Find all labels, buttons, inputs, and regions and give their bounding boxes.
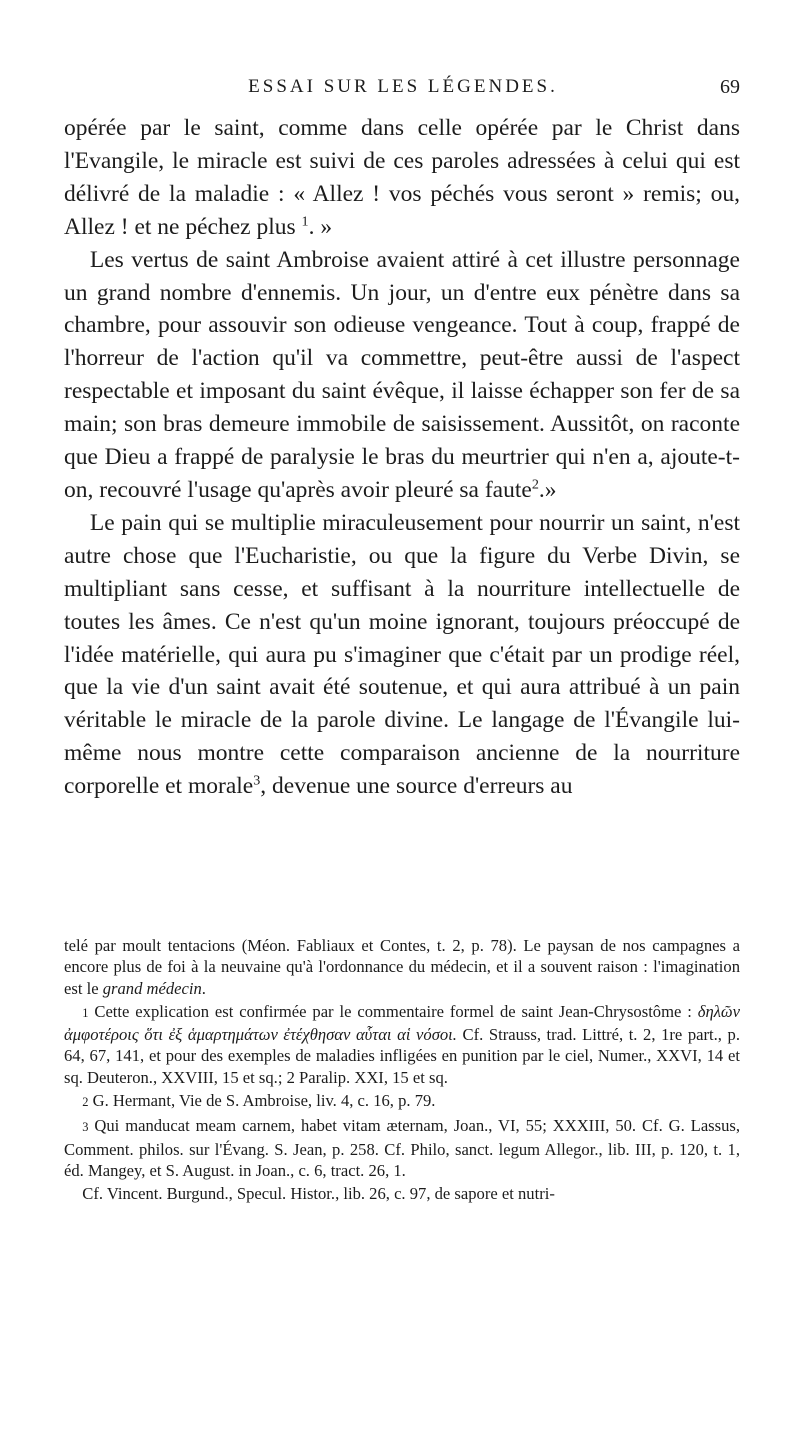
footnote-1-greek: δηλῶν ἀμφοτέροις ὅτι ἐξ ἁμαρτημάτων ἐτέχθησαν αὗται αἱ νόσοι. <box>64 1001 740 1045</box>
paragraph-1 <box>64 112 740 244</box>
footnote-3 <box>64 1115 740 1181</box>
paragraph-2 <box>64 244 740 507</box>
paragraph-1-text: opérée par le saint, comme dans celle opérée par le Christ dans l'Evangile, le miracle est suivi de ces paroles adressées à celui qui est délivré de la maladie : « Allez ! vos péchés vous seront » remis; ou, Allez ! et ne péchez plus <box>64 115 740 240</box>
main-text <box>64 112 740 803</box>
footnote-1-text-end: Cf. Strauss, trad. Littré, t. 2, 1re part., p. 64, 67, 141, et pour des exemples de maladies infligées en punition par le ciel, Numer., XXVI, 14 et sq. Deuteron., XXVIII, 15 et sq.; 2 Paralip. XXI, 15 et sq. <box>64 1025 740 1087</box>
footnote-1 <box>64 1001 740 1088</box>
footnote-continuation-emphasis: grand médecin <box>102 978 202 998</box>
footnote-3-text: Qui manducat meam carnem, habet vitam æternam, Joan., VI, 55; XXXIII, 50. Cf. G. Lassus, Comment. philos. sur l'Évang. S. Jean, p. 258. Cf. Philo, sanct. legum Allegor., lib. III, p. 120, t. 1, éd. Mangey, et S. August. in Joan., c. 6, tract. 26, 1. <box>64 1116 740 1180</box>
footnote-ref-1: 1 <box>301 213 309 230</box>
footnote-1-mark: 1 <box>82 1005 89 1020</box>
paragraph-3-text: Le pain qui se multiplie miraculeusement pour nourrir un saint, n'est autre chose que l'Eucharistie, ou que la figure du Verbe Divin, se multipliant sans cesse, et suffisant à la nourriture intellectuelle de toutes les âmes. Ce n'est qu'un moine ignorant, toujours préoccupé de l'idée matérielle, qui aura pu s'imaginer que c'était par un prodige réel, que la vie d'un saint avait été soutenue, et qui aura attribué à un pain véritable le miracle de la parole divine. Le langage de l'Évangile lui-même nous montre cette comparaison ancienne de la nourriture corporelle et morale <box>64 509 740 800</box>
footnote-2-text: G. Hermant, Vie de S. Ambroise, liv. 4, c. 16, p. 79. <box>92 1091 436 1111</box>
footnote-continuation-end: . <box>201 978 206 998</box>
footnote-ref-3: 3 <box>253 772 261 789</box>
page-header <box>66 76 740 106</box>
footnotes <box>64 935 740 1207</box>
footnote-3-mark: 3 <box>82 1120 89 1135</box>
footnote-2-mark: 2 <box>82 1095 89 1110</box>
paragraph-3 <box>64 507 740 803</box>
footnote-2 <box>64 1090 740 1113</box>
running-title: ESSAI SUR LES LÉGENDES. <box>248 76 558 97</box>
footnote-1-text: Cette explication est confirmée par le commentaire formel de saint Jean-Chrysostôme : <box>94 1001 698 1021</box>
paragraph-3-end: , devenue une source d'erreurs au <box>260 773 573 800</box>
paragraph-2-end: .» <box>538 476 557 503</box>
footnote-continuation <box>64 935 740 999</box>
footnote-3-continued <box>64 1183 740 1204</box>
footnote-3-text-continued: Cf. Vincent. Burgund., Specul. Histor., lib. 26, c. 97, de sapore et nutri- <box>82 1184 555 1204</box>
paragraph-1-end: . » <box>308 213 333 240</box>
page-number: 69 <box>720 76 740 98</box>
footnote-ref-2: 2 <box>531 476 539 493</box>
paragraph-2-text: Les vertus de saint Ambroise avaient attiré à cet illustre personnage un grand nombre d'ennemis. Un jour, un d'entre eux pénètre dans sa chambre, pour assouvir son odieuse vengeance. Tout à coup, frappé de l'horreur de l'action qu'il va commettre, peut-être aussi de l'aspect respectable et imposant du saint évêque, il laisse échapper son fer de sa main; son bras demeure immobile de saisissement. Aussitôt, on raconte que Dieu a frappé de paralysie le bras du meurtrier qui n'en a, ajoute-t-on, recouvré l'usage qu'après avoir pleuré sa faute <box>64 246 740 503</box>
footnote-continuation-text: telé par moult tentacions (Méon. Fabliaux et Contes, t. 2, p. 78). Le paysan de nos campagnes a encore plus de foi à la neuvaine qu'à l'ordonnance du médecin, et il a souvent raison : l'imagination est le <box>64 936 740 998</box>
